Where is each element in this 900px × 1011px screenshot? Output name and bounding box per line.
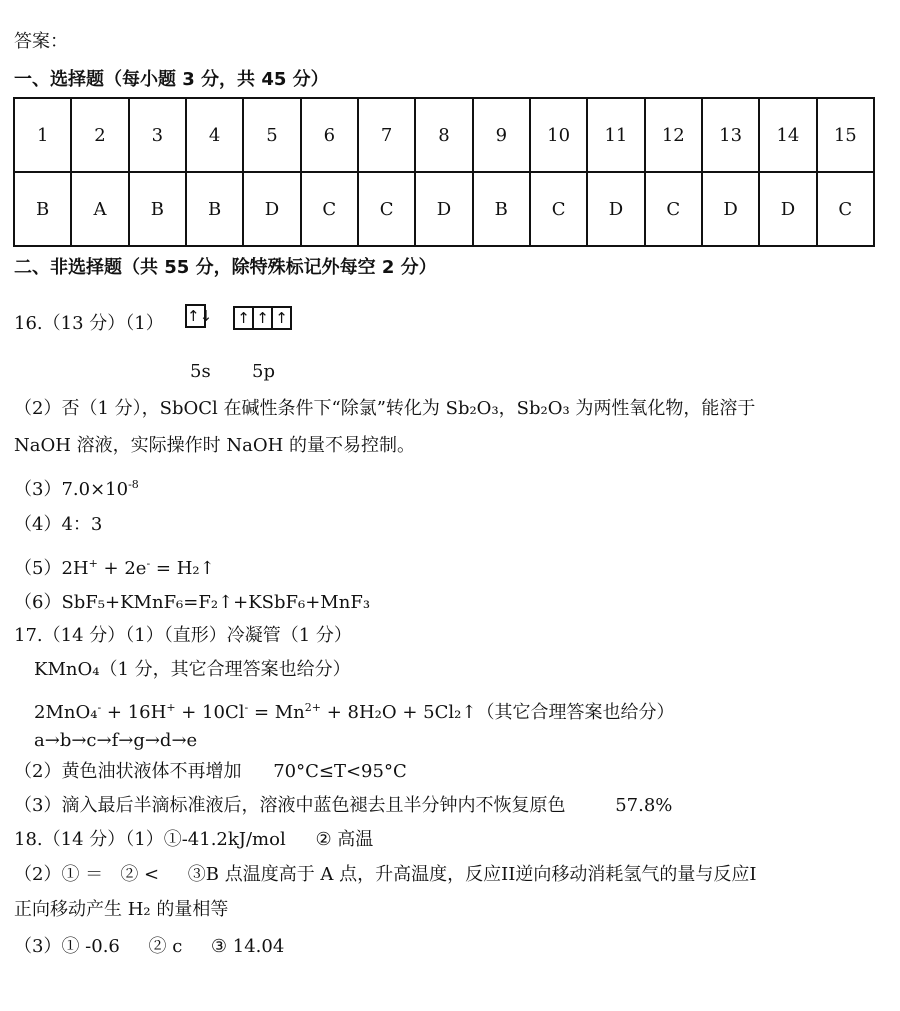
orbital-5s [185,304,213,328]
answer-cell: C [358,172,415,246]
q17-equation-sup: - [244,701,249,714]
answer-cell: D [415,172,472,246]
orbital-5p [233,306,292,330]
answer-cell: B [473,172,530,246]
answer-cell: B [14,172,71,246]
answer-header: 答案： [14,31,68,52]
q16-answer-5-part: = H₂↑ [150,558,215,579]
q16-answer-2-line2: NaOH 溶液，实际操作时 NaOH 的量不易控制。 [14,435,416,456]
q16-head-text: 16.（13 分）（1） [14,313,164,334]
question-number: 15 [817,98,874,172]
answer-cell: C [301,172,358,246]
q17-answer-2-text: （2）黄色油状液体不再增加 [14,761,242,782]
answer-cell: A [71,172,128,246]
orbital-box: ↑ [275,309,288,327]
question-number: 3 [129,98,186,172]
q17-line-2: KMnO₄（1 分，其它合理答案也给分） [34,659,351,680]
q17-equation-part: + 16H [101,702,167,723]
q18-line-1-part: ② 高温 [315,829,374,850]
question-number: 14 [759,98,816,172]
answer-row [14,172,874,246]
answer-table [13,97,875,247]
q16-answer-3-base: （3）7.0×10 [14,479,129,500]
answer-cell: B [186,172,243,246]
question-number: 10 [530,98,587,172]
question-number: 12 [645,98,702,172]
question-number: 13 [702,98,759,172]
answer-cell: D [587,172,644,246]
question-number-row [14,98,874,172]
q18-line-4: （3）① -0.6 ② c ③ 14.04 [14,936,285,957]
q17-head: 17.（14 分）（1）（直形）冷凝管（1 分） [14,625,352,646]
answer-cell: D [243,172,300,246]
q16-answer-3-exponent: -8 [128,478,139,491]
orbital-label-5s: 5s [190,361,211,382]
q17-answer-3-text: （3）滴入最后半滴标准液后，溶液中蓝色褪去且半分钟内不恢复原色 [14,795,566,816]
answer-cell: B [129,172,186,246]
q17-equation-sup: 2+ [304,701,321,714]
question-number: 7 [358,98,415,172]
q16-answer-6: （6）SbF₅+KMnF₆=F₂↑+KSbF₆+MnF₃ [14,592,371,613]
question-number: 11 [587,98,644,172]
q16-answer-2-line1: （2）否（1 分），SbOCl 在碱性条件下“除氯”转化为 Sb₂O₃，Sb₂O₃ 为两性氧化物，能溶于 [14,398,756,419]
answer-cell: D [702,172,759,246]
orbital-label-5p: 5p [252,361,275,382]
q18-line-3: 正向移动产生 H₂ 的量相等 [14,899,229,920]
answer-cell: C [645,172,702,246]
q18-line-2: （2）① ＝ ② < ③B 点温度高于 A 点，升高温度，反应II逆向移动消耗氢气的量与反应I [14,864,757,885]
q18-line-1-part: 18.（14 分）（1）①-41.2kJ/mol [14,829,286,850]
q17-answer-2-temp: 70°C≤T<95°C [273,761,407,782]
question-number: 2 [71,98,128,172]
q16-answer-3 [14,473,139,502]
q17-answer-3-yield: 57.8% [615,795,673,816]
section-2-title: 二、非选择题（共 55 分，除特殊标记外每空 2 分） [14,257,437,278]
question-number: 4 [186,98,243,172]
q16-head [14,312,164,336]
q17-equation-part: + 10Cl [175,702,245,723]
q17-answer-2 [14,760,407,784]
orbital-box: ↑ [254,308,273,328]
q17-equation-sup: - [97,701,102,714]
q17-connection-order: a→b→c→f→g→d→e [34,730,198,751]
q16-answer-5 [14,552,215,581]
question-number: 9 [473,98,530,172]
question-number: 6 [301,98,358,172]
q16-answer-4: （4）4：3 [14,514,103,535]
question-number: 5 [243,98,300,172]
answer-cell: C [817,172,874,246]
q17-answer-3 [14,794,672,818]
answer-cell: C [530,172,587,246]
q17-equation-part: = Mn [248,702,305,723]
q16-answer-5-sup: + [88,557,98,570]
q18-line-1 [14,828,373,852]
question-number: 1 [14,98,71,172]
q17-equation-part: 2MnO₄ [34,702,98,723]
q16-answer-5-sup: - [146,557,151,570]
q16-answer-5-part: （5）2H [14,558,89,579]
q16-answer-5-part: + 2e [97,558,147,579]
q17-equation [34,696,674,725]
orbital-box: ↑ [235,308,254,328]
question-number: 8 [415,98,472,172]
q17-equation-part: + 8H₂O + 5Cl₂↑（其它合理答案也给分） [321,702,675,723]
answer-cell: D [759,172,816,246]
q17-equation-sup: + [166,701,176,714]
section-1-title: 一、选择题（每小题 3 分，共 45 分） [14,69,329,90]
orbital-box: ↑↓ [187,307,213,325]
